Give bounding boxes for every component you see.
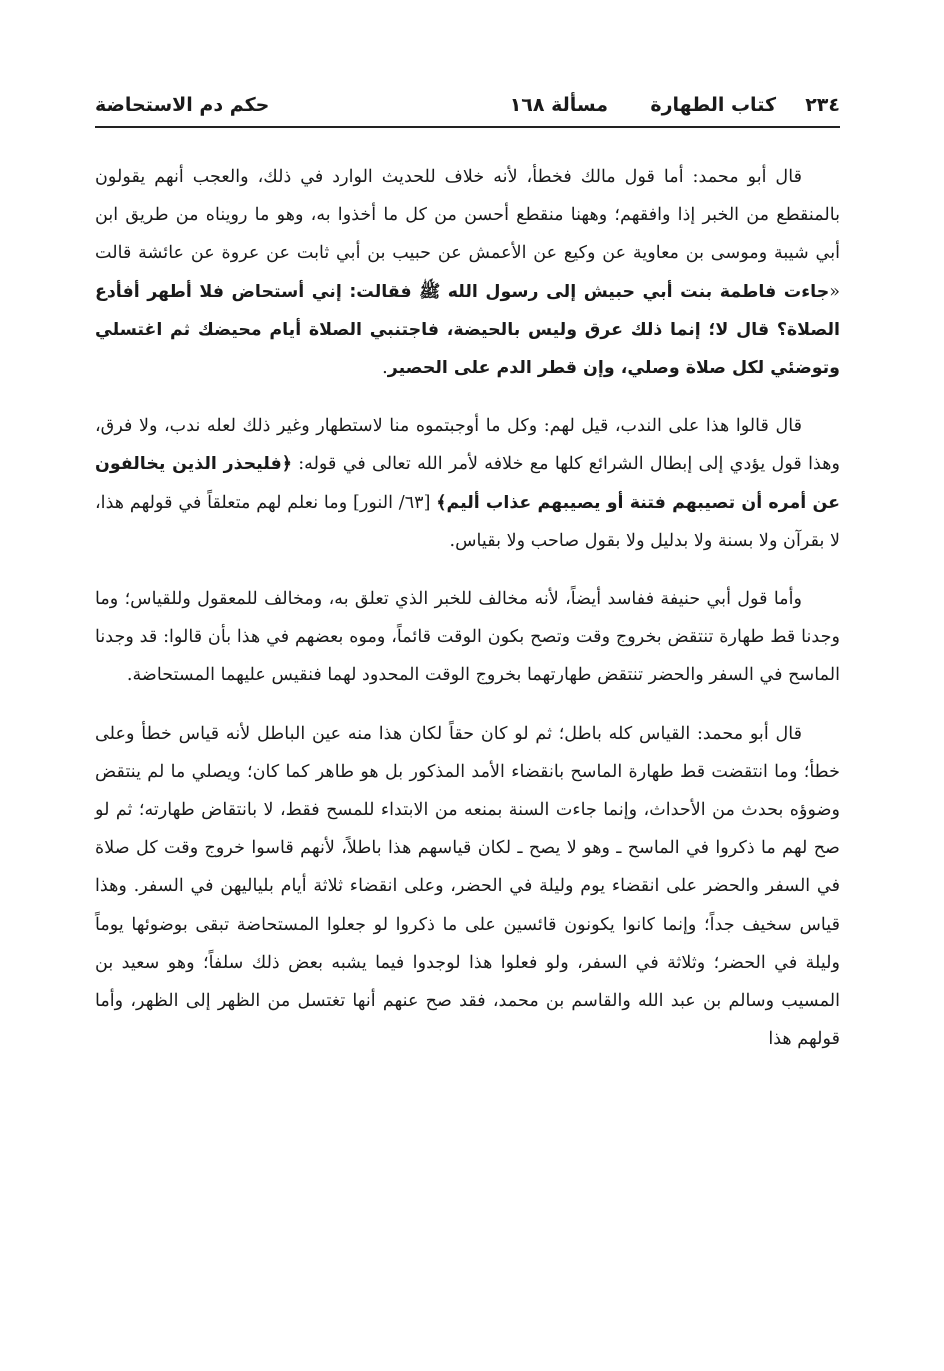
paragraph-4 xyxy=(95,715,840,1059)
section-title: حكم دم الاستحاضة xyxy=(95,94,270,116)
hadith-quote: جاءت فاطمة بنت أبي حبيش إلى رسول الله ﷺ فقالت: إني أستحاض فلا أطهر أفأدع الصلاة؟ قال لا؛ إنما ذلك عرق وليس بالحيضة، فاجتنبي الصلاة أيام محيضك ثم اغتسلي وتوضئي لكل صلاة وصلي، وإن قطر الدم على الحصير xyxy=(95,281,840,379)
paragraph-1-end: . xyxy=(382,358,388,379)
paragraph-3 xyxy=(95,580,840,695)
paragraph-2 xyxy=(95,407,840,560)
paragraph-1-intro: قال أبو محمد: أما قول مالك فخطأ، لأنه خلاف للحديث الوارد في ذلك، والعجب أنهم يقولون بالمنقطع من الخبر إذا وافقهم؛ وههنا منقطع أحسن من كل ما أخذوا به، وهو ما رويناه من طريق ابن أبي شيبة وموسى بن معاوية عن وكيع عن الأعمش عن حبيب بن أبي ثابت عن عروة عن عائشة قالت « xyxy=(95,167,840,302)
running-header xyxy=(95,88,840,122)
quran-verse: ﴿فليحذر الذين يخالفون عن أمره أن تصيبهم فتنة أو يصيبهم عذاب أليم﴾ xyxy=(95,454,840,513)
paragraph-1 xyxy=(95,158,840,387)
paragraph-3-text: وأما قول أبي حنيفة ففاسد أيضاً، لأنه مخالف للخبر الذي تعلق به، ومخالف للمعقول وللقياس؛ وما وجدنا قط طهارة تنتقض بخروج وقت وتصح بكون الوقت قائماً، وموه بعضهم في هذا بأن قالوا: قد وجدنا الماسح في السفر والحضر تنتقض طهارتهما بخروج الوقت المحدود لهما فنقيس عليهما المستحاضة. xyxy=(95,589,840,686)
book-page xyxy=(95,88,840,1058)
body-text xyxy=(95,158,840,1058)
paragraph-4-text: قال أبو محمد: القياس كله باطل؛ ثم لو كان حقاً لكان هذا منه عين الباطل لأنه قياس خطأ وعلى خطأ؛ وما انتقضت قط طهارة الماسح بانقضاء الأمد المذكور بل هو طاهر كما كان؛ ويصلي ما لم ينتقض وضوؤه بحدث من الأحداث، وإنما جاءت السنة بمنعه من الابتداء للمسح فقط، لا بانتقاض طهارته؛ ثم لو صح لهم ما ذكروا في الماسح ـ وهو لا يصح ـ لكان قياسهم هذا باطلاً، لأنهم قاسوا خروج وقت كل صلاة في السفر والحضر على انقضاء يوم وليلة في الحضر، وعلى انقضاء ثلاثة أيام بلياليهن في السفر. وهذا قياس سخيف جداً؛ وإنما كانوا يكونون قائسين على ما ذكروا لو جعلوا المستحاضة تبقى بوضوئها يوماً وليلة في الحضر؛ وثلاثة في السفر، ولو فعلوا هذا لوجدوا فيما يشبه بعض ذلك سلفاً؛ وهو سعيد بن المسيب وسالم بن عبد الله والقاسم بن محمد، فقد صح عنهم أنها تغتسل من الظهر إلى الظهر، وأما قولهم هذا xyxy=(95,723,841,1050)
paragraph-2-intro: قال قالوا هذا على الندب، قيل لهم: وكل ما أوجبتموه منا لاستطهار وغير ذلك لعله ندب، ولا فرق، وهذا قول يؤدي إلى إبطال الشرائع كلها مع خلافه لأمر الله تعالى في قوله: xyxy=(95,416,840,475)
paragraph-2-rest: [٦٣/ النور] وما نعلم لهم متعلقاً في قولهم هذا، لا بقرآن ولا بسنة ولا بدليل ولا بقول صاحب ولا بقياس. xyxy=(95,492,840,551)
book-title: كتاب الطهارة xyxy=(650,94,776,116)
issue-number: مسألة ١٦٨ xyxy=(509,94,608,116)
header-rule xyxy=(95,126,840,128)
page-number: ٢٣٤ xyxy=(805,94,840,116)
